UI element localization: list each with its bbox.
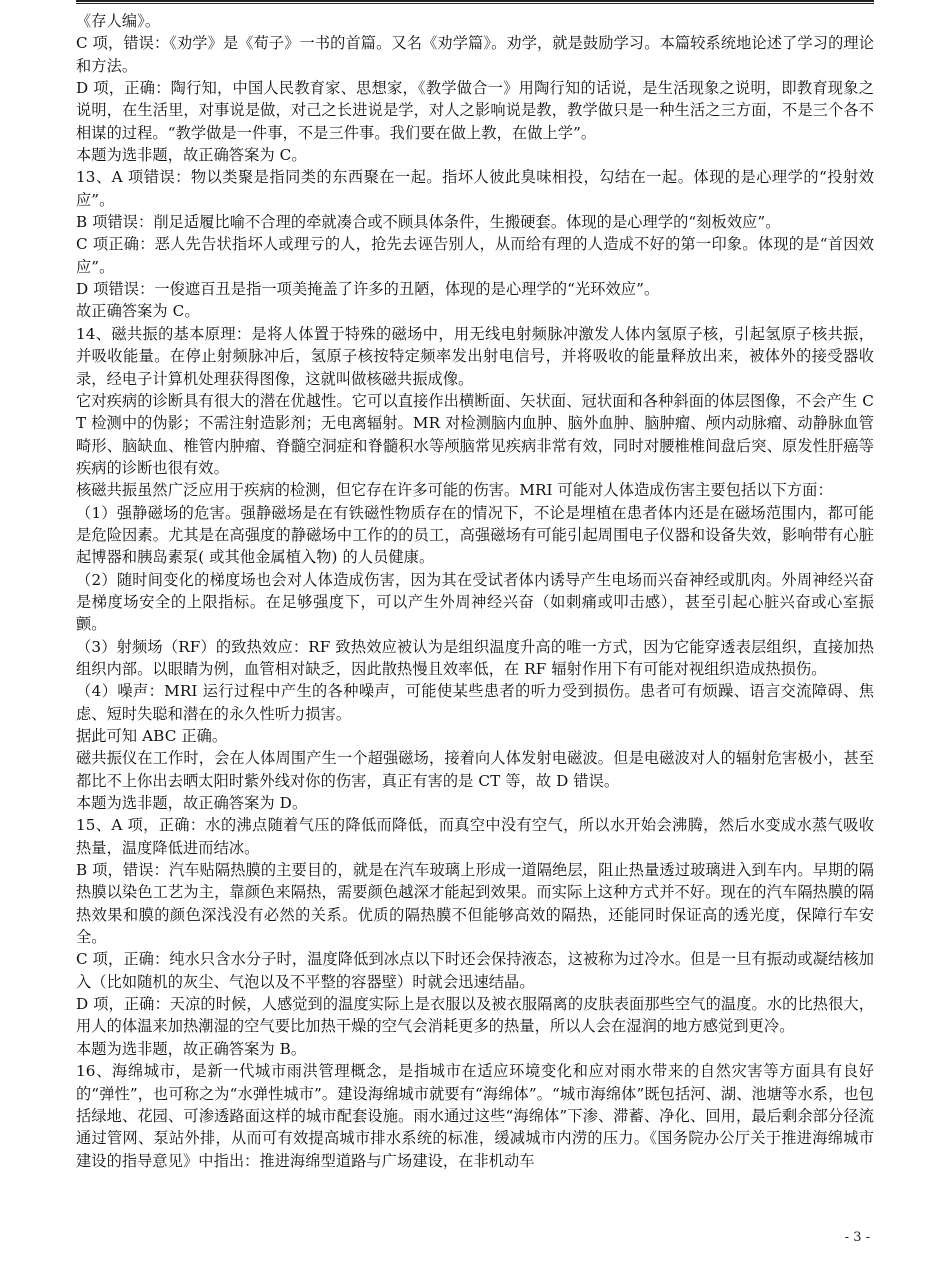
paragraph: 本题为选非题，故正确答案为 C。 — [76, 146, 307, 165]
paragraph: C 项，正确：纯水只含水分子时，温度降低到冰点以下时还会保持液态，这被称为过冷水。但是一旦有振动或凝结核加入（比如随机的灰尘、气泡以及不平整的容器壁）时就会迅速结晶。 — [76, 950, 874, 991]
page-body — [76, 10, 874, 1172]
paragraph: 15、A 项，正确：水的沸点随着气压的降低而降低，而真空中没有空气，所以水开始会沸腾，然后水变成水蒸气吸收热量，温度降低进而结冰。 — [76, 816, 874, 857]
paragraph: （3）射频场（RF）的致热效应：RF 致热效应被认为是组织温度升高的唯一方式，因为它能穿透表层组织，直接加热组织内部。以眼睛为例，血管相对缺乏，因此散热慢且效率低，在 RF 辐射作用下有可能对视组织造成热损伤。 — [76, 637, 874, 678]
paragraph: 本题为选非题，故正确答案为 B。 — [76, 1039, 307, 1058]
paragraph: （1）强静磁场的危害。强静磁场是在有铁磁性物质存在的情况下，不论是埋植在患者体内还是在磁场范围内，都可能是危险因素。尤其是在高强度的静磁场中工作的的员工，高强磁场有可能引起周围电子仪器和设备失效，影响带有心脏起博器和胰岛素泵( 或其他金属植入物) 的人员健康。 — [76, 503, 874, 567]
paragraph: D 项错误：一俊遮百丑是指一项美掩盖了许多的丑陋，体现的是心理学的“光环效应”。 — [76, 280, 660, 299]
paragraph: 核磁共振虽然广泛应用于疾病的检测，但它存在许多可能的伤害。MRI 可能对人体造成伤害主要包括以下方面： — [76, 481, 833, 500]
paragraph: 本题为选非题，故正确答案为 D。 — [76, 794, 308, 813]
page-number: - 3 - — [844, 1230, 870, 1245]
paragraph: （2）随时间变化的梯度场也会对人体造成伤害，因为其在受试者体内诱导产生电场而兴奋神经或肌肉。外周神经兴奋是梯度场安全的上限指标。在足够强度下，可以产生外周神经兴奋（如刺痛或叩击感），甚至引起心脏兴奋或心室振颤。 — [76, 570, 874, 634]
paragraph: 据此可知 ABC 正确。 — [76, 727, 228, 745]
paragraph: D 项，正确：天凉的时候，人感觉到的温度实际上是衣服以及被衣服隔离的皮肤表面那些空气的温度。水的比热很大，用人的体温来加热潮湿的空气要比加热干燥的空气会消耗更多的热量，所以人会在湿润的地方感觉到更冷。 — [76, 995, 874, 1036]
paragraph: 它对疾病的诊断具有很大的潜在优越性。它可以直接作出横断面、矢状面、冠状面和各种斜面的体层图像，不会产生 CT 检测中的伪影；不需注射造影剂；无电离辐射。MR 对检测脑内血肿、脑外血肿、脑肿瘤、颅内动脉瘤、动静脉血管畸形、脑缺血、椎管内肿瘤、脊髓空洞症和脊髓积水等颅脑常见疾病非常有效，同时对腰椎椎间盘后突、原发性肝癌等疾病的诊断也很有效。 — [76, 391, 874, 477]
paragraph: 13、A 项错误：物以类聚是指同类的东西聚在一起。指坏人彼此臭味相投，勾结在一起。体现的是心理学的“投射效应”。 — [76, 168, 874, 209]
paragraph: D 项，正确：陶行知，中国人民教育家、思想家，《教学做合一》用陶行知的话说，是生活现象之说明，即教育现象之说明，在生活里，对事说是做，对己之长进说是学，对人之影响说是教，教学做只是一种生活之三方面，不是三个各不相谋的过程。“教学做是一件事，不是三件事。我们要在做上教，在做上学”。 — [76, 79, 874, 142]
paragraph: 16、海绵城市，是新一代城市雨洪管理概念，是指城市在适应环境变化和应对雨水带来的自然灾害等方面具有良好的“弹性”，也可称之为“水弹性城市”。建设海绵城市就要有“海绵体”。“城市海绵体”既包括河、湖、池塘等水系，也包括绿地、花园、可渗透路面这样的城市配套设施。雨水通过这些“海绵体”下渗、滞蓄、净化、回用，最后剩余部分径流通过管网、泵站外排，从而可有效提高城市排水系统的标准，缓减城市内涝的压力。《国务院办公厅关于推进海绵城市建设的指导意见》中指出：推进海绵型道路与广场建设，在非机动车 — [76, 1062, 874, 1170]
paragraph: （4）噪声：MRI 运行过程中产生的各种噪声，可能使某些患者的听力受到损伤。患者可有烦躁、语言交流障碍、焦虑、短时失聪和潜在的永久性听力损害。 — [76, 682, 874, 723]
paragraph: 磁共振仪在工作时，会在人体周围产生一个超强磁场，接着向人体发射电磁波。但是电磁波对人的辐射危害极小，甚至都比不上你出去晒太阳时紫外线对你的伤害，真正有害的是 CT 等，故 D 错误。 — [76, 749, 874, 790]
paragraph: C 项正确：恶人先告状指坏人或理亏的人，抢先去诬告别人，从而给有理的人造成不好的第一印象。体现的是“首因效应”。 — [76, 235, 874, 276]
paragraph: B 项错误：削足适履比喻不合理的牵就凑合或不顾具体条件，生搬硬套。体现的是心理学的“刻板效应”。 — [76, 213, 781, 232]
paragraph: 14、磁共振的基本原理：是将人体置于特殊的磁场中，用无线电射频脉冲激发人体内氢原子核，引起氢原子核共振，并吸收能量。在停止射频脉冲后，氢原子核按特定频率发出射电信号，并将吸收的能量释放出来，被体外的接受器收录，经电子计算机处理获得图像，这就叫做核磁共振成像。 — [76, 324, 874, 388]
paragraph: 《存人编》。 — [76, 12, 161, 30]
paragraph: 故正确答案为 C。 — [76, 302, 200, 321]
paragraph: C 项，错误：《劝学》是《荀子》一书的首篇。又名《劝学篇》。劝学，就是鼓励学习。本篇较系统地论述了学习的理论和方法。 — [76, 34, 874, 75]
paragraph: B 项，错误：汽车贴隔热膜的主要目的，就是在汽车玻璃上形成一道隔绝层，阻止热量透过玻璃进入到车内。早期的隔热膜以染色工艺为主，靠颜色来隔热，需要颜色越深才能起到效果。而实际上这种方式并不好。现在的汽车隔热膜的隔热效果和膜的颜色深浅没有必然的关系。优质的隔热膜不但能够高效的隔热，还能同时保证高的透光度，保障行车安全。 — [76, 861, 874, 947]
header-rule — [76, 0, 874, 4]
